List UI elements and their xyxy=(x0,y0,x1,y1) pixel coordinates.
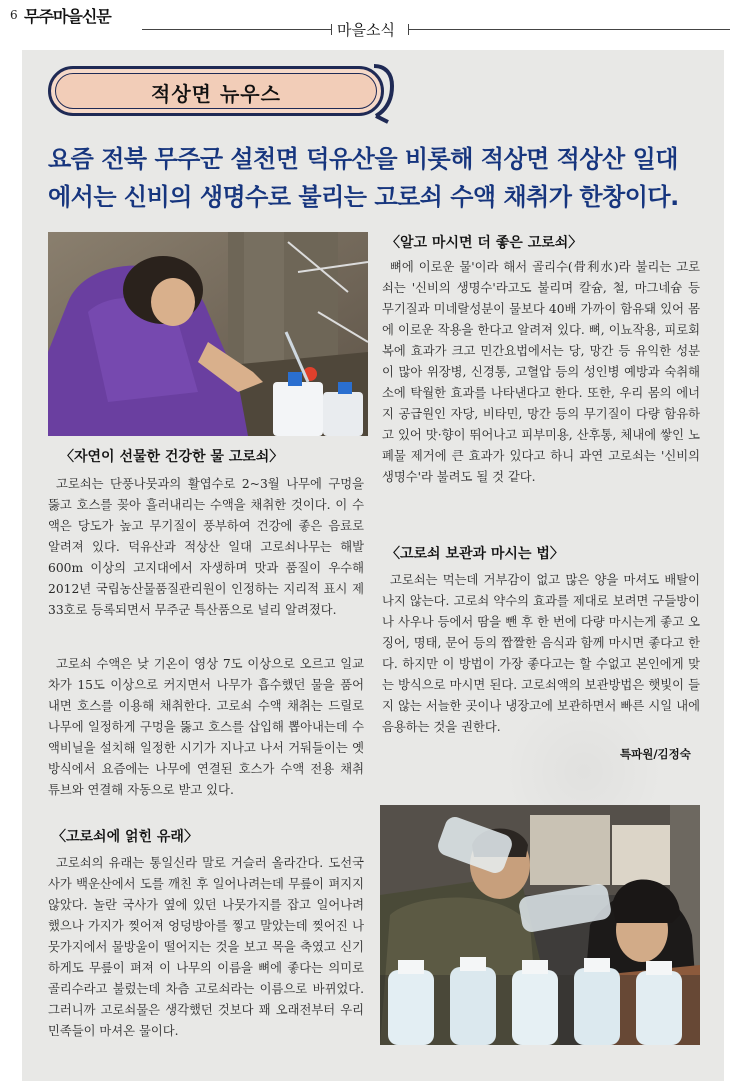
subheading-healthy-water: 〈자연이 선물한 건강한 물 고로쇠〉 xyxy=(60,449,284,465)
page-header xyxy=(0,0,736,44)
byline: 특파원/김정숙 xyxy=(620,747,691,761)
paragraph-know-and-drink: 뼈에 이로운 물'이라 해서 골리수(骨利水)라 불리는 고로쇠는 '신비의 생명수'라고도 불리며 칼슘, 철, 마그네슘 등 무기질과 미네랄성분이 물보다 40배 가까이 함유돼 있어 몸에 이로운 작용을 한다고 알려져 있다. 뼈, 이뇨작용, 피로회복에 효과가 크고 민간요법에서는 당, 망간 등 유익한 성분이 많아 위장병, 신경통, 고혈압 등의 성인병 예방과 숙취해소에 탁월한 효과를 나타낸다고 한다. 또한, 우리 몸의 에너지 공급원인 자당, 비타민, 망간 등의 무기질이 다량 함유하고 있어 맛·향이 뛰어나고 피부미용, 산후통, 체내에 쌓인 노폐물 제거에 큰 효과가 있다고 하니 과연 고로쇠는 '신비의 생명수'라 불려도 될 것 같다. xyxy=(382,260,700,484)
section-title: 마을소식 xyxy=(337,21,395,39)
paragraph-healthy-water-1: 고로쇠는 단풍나뭇과의 활엽수로 2~3월 나무에 구멍을 뚫고 호스를 꽂아 흘러내리는 수액을 채취한 것이다. 이 수액은 당도가 높고 무기질이 풍부하여 건강에 좋은 음료로 알려져 있다. 덕유산과 적상산 일대 고로쇠나무는 해발 600m 이상의 고지대에서 자생하며 맛과 품질이 우수해 2012년 국립농산물품질관리원이 인정하는 지리적 표시 제33호로 등록되면서 무주군 특산품으로 널리 알려졌다. xyxy=(48,477,364,617)
photo-people-drinking-sap xyxy=(380,805,700,1045)
paragraph-origin: 고로쇠의 유래는 통일신라 말로 거슬러 올라간다. 도선국사가 백운산에서 도를 깨친 후 일어나려는데 무릎이 펴지지 않았다. 놀란 국사가 옆에 있던 나뭇가지를 잡고 일어나려했으나 가지가 찢어져 엉덩방아를 찧고 말았는데 찢어진 나뭇가지에서 물방울이 떨어지는 것을 보고 목을 축였고 신기하게도 무릎이 펴져 이 나무의 이름을 뼈에 좋다는 의미로 골리수라고 불렀는데 차츰 고로쇠라는 이름으로 바뀌었다. 그러니까 고로쇠물은 생각했던 것보다 꽤 오래전부터 우리 민족들이 마셔온 물이다. xyxy=(48,856,364,1038)
paragraph-healthy-water-2: 고로쇠 수액은 낮 기온이 영상 7도 이상으로 오르고 일교차가 15도 이상으로 커지면서 나무가 흡수했던 물을 품어내면 호스를 이용해 채취한다. 고로쇠 수액 채취는 드릴로 나무에 일정하게 구멍을 뚫고 호스를 삽입해 뽑아내는데 수액비닐을 설치해 일정한 시기가 지나고 나서 거둬들이는 옛 방식에서 요즘에는 나무에 연결된 호스가 수액 전용 채취 튜브와 연결해 자동으로 받고 있다. xyxy=(48,657,364,797)
banner-curl-ornament xyxy=(372,60,396,124)
header-rule-right xyxy=(408,29,730,30)
column-banner xyxy=(48,66,384,116)
column-title: 적상면 뉴우스 xyxy=(151,82,281,106)
photo-sap-collection xyxy=(48,232,368,436)
subheading-origin: 〈고로쇠에 얽힌 유래〉 xyxy=(52,829,198,845)
page-number: 6 xyxy=(10,8,18,22)
header-rule-left xyxy=(142,29,332,30)
lead-paragraph: 요즘 전북 무주군 설천면 덕유산을 비롯해 적상면 적상산 일대에서는 신비의 생명수로 불리는 고로쇠 수액 채취가 한창이다. xyxy=(48,145,679,211)
subheading-know-and-drink: 〈알고 마시면 더 좋은 고로쇠〉 xyxy=(386,235,583,251)
newspaper-name: 무주마을신문 xyxy=(24,7,111,26)
subheading-storage-drinking: 〈고로쇠 보관과 마시는 법〉 xyxy=(386,546,564,562)
paragraph-storage-drinking: 고로쇠는 먹는데 거부감이 없고 많은 양을 마셔도 배탈이 나지 않는다. 고로쇠 약수의 효과를 제대로 보려면 구들방이나 사우나 등에서 땀을 뺀 후 한 번에 다량 마시는게 좋고 오징어, 명태, 문어 등의 짭짤한 음식과 함께 마시면 좋다고 한다. 하지만 이 방법이 가장 좋다고는 할 수없고 본인에게 맞는 방식으로 마시면 된다. 고로쇠액의 보관방법은 햇빛이 들지 않는 서늘한 곳이나 냉장고에 보관하면서 빠른 시일 내에 음용하는 것을 권한다. xyxy=(382,573,700,734)
